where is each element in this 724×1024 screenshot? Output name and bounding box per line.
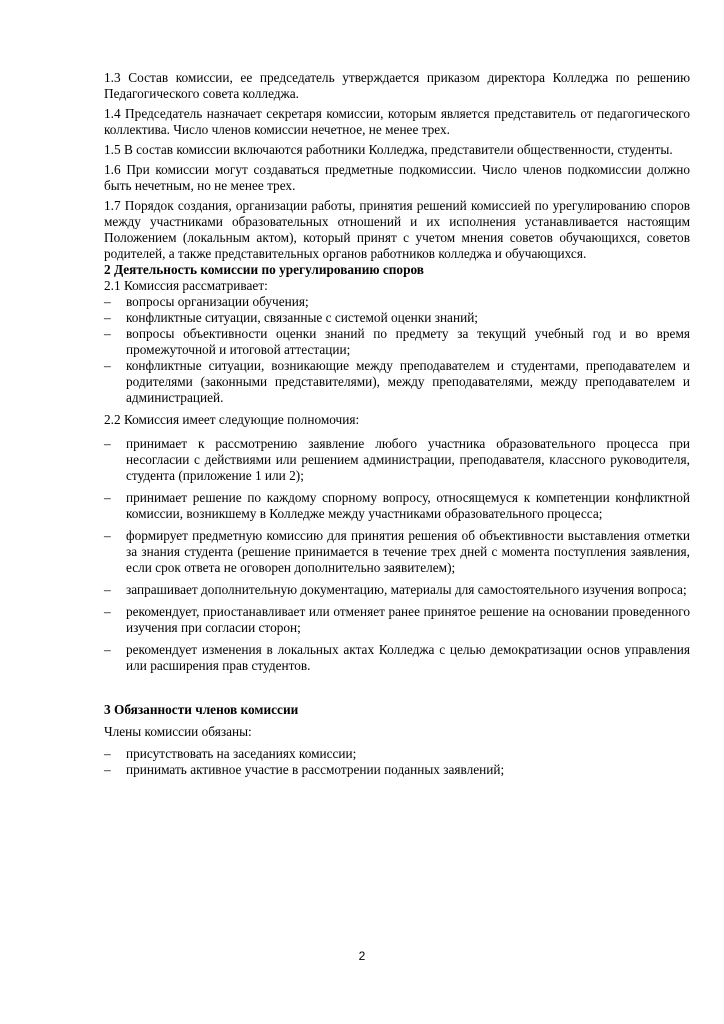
- dash-marker: –: [104, 528, 111, 543]
- dash-marker: –: [104, 310, 111, 325]
- dash-marker: –: [104, 358, 111, 373]
- section-3-intro: Члены комиссии обязаны:: [104, 724, 252, 739]
- dash-marker: –: [104, 490, 111, 505]
- section-2-heading: 2 Деятельность комиссии по урегулированию споров: [104, 262, 424, 277]
- section-2-2-list: [104, 436, 690, 674]
- section-2-1-list: [104, 294, 690, 406]
- paragraph-1-6: 1.6 При комиссии могут создаваться предметные подкомиссии. Число членов подкомиссии должно быть нечетным, но не менее трех.: [104, 162, 690, 193]
- document-body: [104, 70, 690, 778]
- list-item: – принимает к рассмотрению заявление любого участника образовательного процесса при несогласии с действиями или решением администрации, преподавателя, классного руководителя, студента (приложение 1 или 2);: [104, 436, 690, 483]
- page-number: 2: [358, 949, 366, 963]
- list-item: – вопросы организации обучения;: [104, 294, 309, 309]
- section-3-heading: 3 Обязанности членов комиссии: [104, 702, 299, 717]
- dash-marker: –: [104, 582, 111, 597]
- section-3-list: [104, 746, 690, 778]
- dash-marker: –: [104, 604, 111, 619]
- dash-marker: –: [104, 746, 111, 761]
- paragraph-1-5: 1.5 В состав комиссии включаются работники Колледжа, представители общественности, студенты.: [104, 142, 673, 157]
- list-item: – конфликтные ситуации, связанные с системой оценки знаний;: [104, 310, 479, 325]
- dash-marker: –: [104, 642, 111, 657]
- section-2-2-intro: 2.2 Комиссия имеет следующие полномочия:: [104, 412, 360, 427]
- list-item: – формирует предметную комиссию для принятия решения об объективности выставления отметки за знания студента (решение принимается в течение трех дней с момента поступления заявления, если срок ответа не оговорен дополнительно заявителем);: [104, 528, 690, 575]
- list-item: – рекомендует изменения в локальных актах Колледжа с целью демократизации основ управления или расширения прав студентов.: [104, 642, 690, 673]
- paragraph-1-3: 1.3 Состав комиссии, ее председатель утверждается приказом директора Колледжа по решению Педагогического совета колледжа.: [104, 70, 690, 101]
- list-item: – вопросы объективности оценки знаний по предмету за текущий учебный год и во время промежуточной и итоговой аттестации;: [104, 326, 690, 357]
- paragraph-1-4: 1.4 Председатель назначает секретаря комиссии, которым является представитель от педагогического коллектива. Число членов комиссии нечетное, не менее трех.: [104, 106, 690, 137]
- paragraph-1-7: 1.7 Порядок создания, организации работы, принятия решений комиссией по урегулированию споров между участниками образовательных отношений и их исполнения устанавливается настоящим Положением (локальным актом), который принят с учетом мнения советов обучающихся, советов родителей, а также представительных органов работников колледжа и обучающихся.: [104, 198, 690, 261]
- dash-marker: –: [104, 326, 111, 341]
- list-item: – присутствовать на заседаниях комиссии;: [104, 746, 357, 761]
- section-2-1-intro: 2.1 Комиссия рассматривает:: [104, 278, 268, 293]
- list-item: – принимать активное участие в рассмотрении поданных заявлений;: [104, 762, 505, 777]
- list-item: – запрашивает дополнительную документацию, материалы для самостоятельного изучения вопроса;: [104, 582, 687, 597]
- list-item: – принимает решение по каждому спорному вопросу, относящемуся к компетенции конфликтной комиссии, возникшему в Колледже между участниками образовательного процесса;: [104, 490, 690, 521]
- dash-marker: –: [104, 294, 111, 309]
- dash-marker: –: [104, 436, 111, 451]
- list-item: – рекомендует, приостанавливает или отменяет ранее принятое решение на основании проведенного изучения при согласии сторон;: [104, 604, 690, 635]
- dash-marker: –: [104, 762, 111, 777]
- list-item: – конфликтные ситуации, возникающие между преподавателем и студентами, преподавателем и родителями (законными представителями), между преподавателями, между преподавателем и администрацией.: [104, 358, 690, 405]
